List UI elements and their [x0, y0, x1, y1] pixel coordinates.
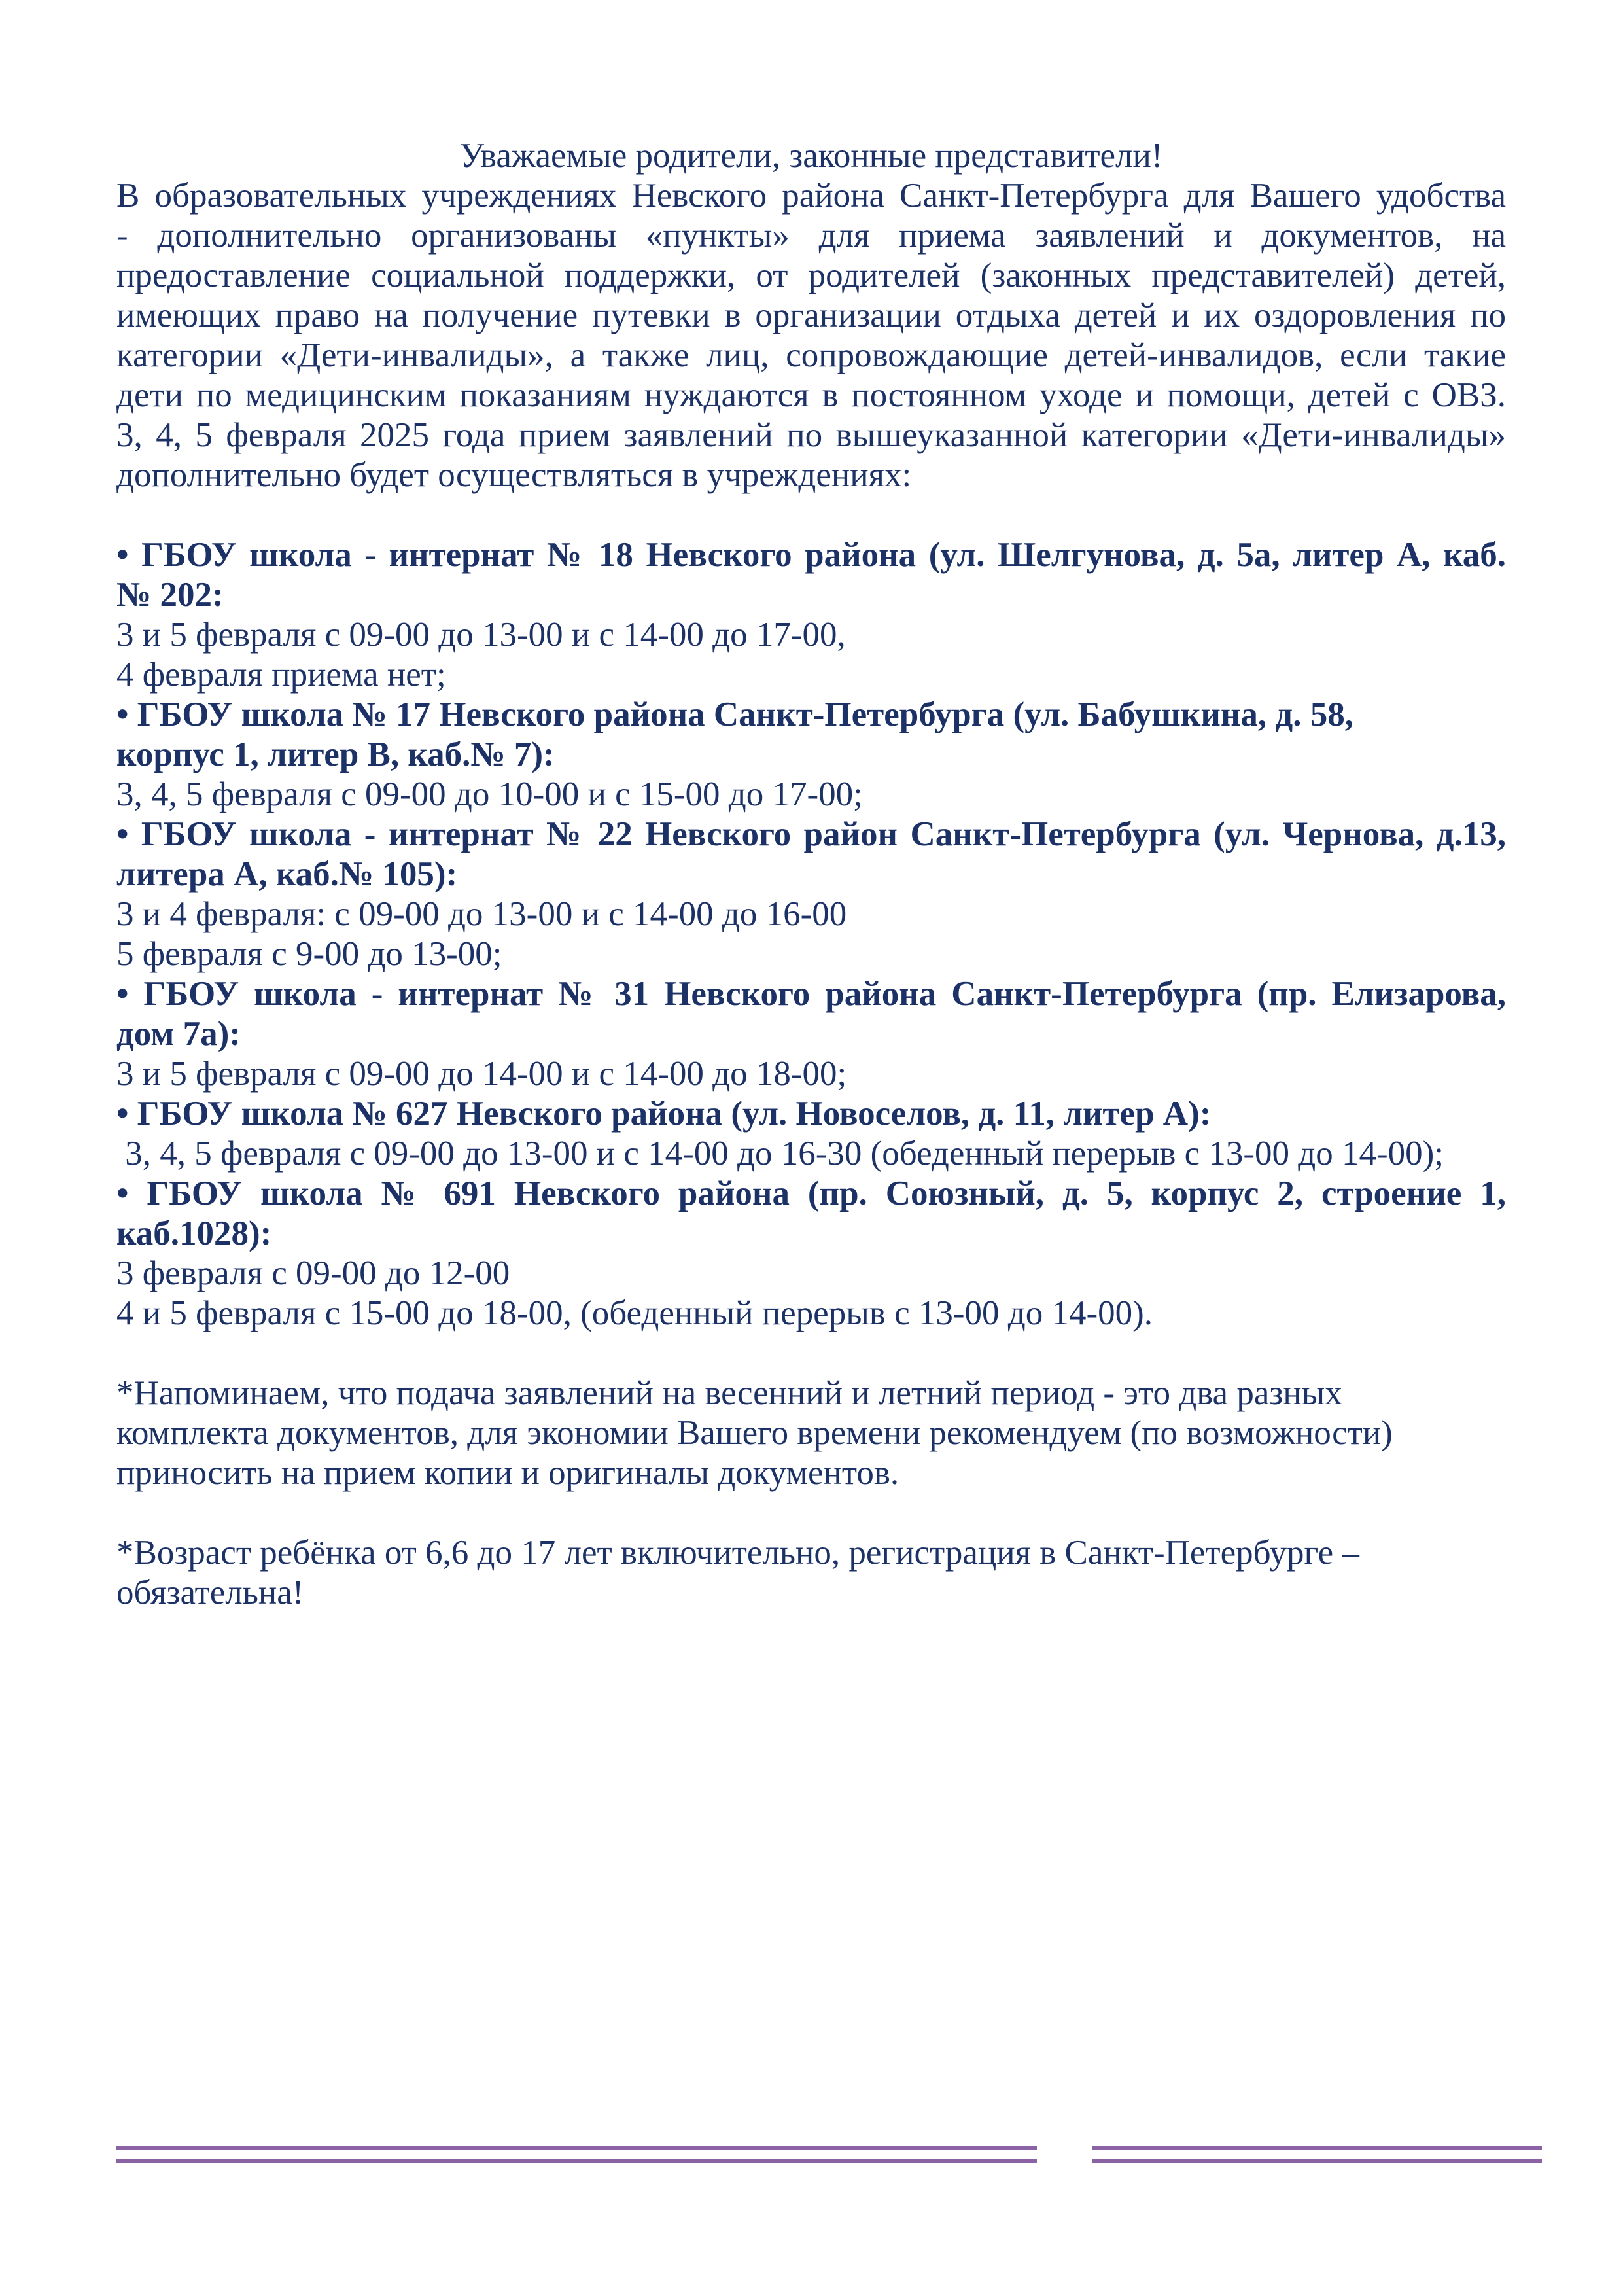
horizontal-rule — [1092, 2146, 1542, 2150]
text-line: дополнительно будет осуществляться в учреждениях: — [116, 456, 912, 494]
text-line: 4 февраля приема нет; — [116, 656, 446, 694]
horizontal-rule — [1092, 2159, 1542, 2163]
text-line: • ГБОУ школа - интернат № 31 Невского района Санкт-Петербурга (пр. Елизарова, — [116, 975, 1506, 1013]
text-line: дети по медицинским показаниям нуждаются в постоянном уходе и помощи, детей с ОВЗ. — [116, 376, 1506, 414]
text-line: литера А, каб.№ 105): — [116, 855, 458, 893]
text-line: • ГБОУ школа № 691 Невского района (пр. Союзный, д. 5, корпус 2, строение 1, — [116, 1174, 1506, 1212]
text-line: каб.1028): — [116, 1214, 272, 1252]
text-line: • ГБОУ школа - интернат № 18 Невского района (ул. Шелгунова, д. 5а, литер А, каб. — [116, 536, 1506, 574]
text-line: 3 февраля с 09-00 до 12-00 — [116, 1254, 510, 1292]
text-line: 3, 4, 5 февраля с 09-00 до 10-00 и с 15-00 до 17-00; — [116, 775, 863, 813]
text-line: • ГБОУ школа № 627 Невского района (ул. Новоселов, д. 11, литер А): — [116, 1095, 1212, 1133]
text-line: 3 и 5 февраля с 09-00 до 13-00 и с 14-00 до 17-00, — [116, 616, 846, 654]
text-line: - дополнительно организованы «пункты» для приема заявлений и документов, на — [116, 217, 1506, 255]
text-line: В образовательных учреждениях Невского района Санкт-Петербурга для Вашего удобства — [116, 177, 1506, 215]
text-line: имеющих право на получение путевки в организации отдыха детей и их оздоровления по — [116, 296, 1506, 334]
text-line: • ГБОУ школа - интернат № 22 Невского район Санкт-Петербурга (ул. Чернова, д.13, — [116, 815, 1506, 853]
text-line: обязательна! — [116, 1574, 304, 1612]
blank-line — [116, 1333, 1506, 1373]
text-line: 5 февраля с 9-00 до 13-00; — [116, 935, 502, 973]
horizontal-rule — [116, 2159, 1037, 2163]
page-title: Уважаемые родители, законные представители! — [459, 137, 1163, 175]
text-line: 4 и 5 февраля с 15-00 до 18-00, (обеденный перерыв с 13-00 до 14-00). — [116, 1294, 1153, 1332]
text-line: дом 7а): — [116, 1015, 241, 1053]
text-line: корпус 1, литер В, каб.№ 7): — [116, 735, 555, 773]
text-line: 3 и 4 февраля: с 09-00 до 13-00 и с 14-00 до 16-00 — [116, 895, 847, 933]
horizontal-rule — [116, 2146, 1037, 2150]
document-lines — [116, 176, 1506, 1613]
text-line: № 202: — [116, 576, 224, 614]
text-line: • ГБОУ школа № 17 Невского района Санкт-Петербурга (ул. Бабушкина, д. 58, — [116, 696, 1353, 733]
text-line: *Возраст ребёнка от 6,6 до 17 лет включительно, регистрация в Санкт-Петербурге – — [116, 1534, 1359, 1572]
document-text — [116, 136, 1506, 1613]
text-line: комплекта документов, для экономии Вашего времени рекомендуем (по возможности) — [116, 1414, 1393, 1452]
text-line: приносить на прием копии и оригиналы документов. — [116, 1454, 899, 1492]
text-line: категории «Дети-инвалиды», а также лиц, сопровождающие детей-инвалидов, если такие — [116, 336, 1506, 374]
blank-line — [116, 495, 1506, 535]
text-line: 3 и 5 февраля с 09-00 до 14-00 и с 14-00 до 18-00; — [116, 1055, 847, 1093]
text-line: *Напоминаем, что подача заявлений на весенний и летний период - это два разных — [116, 1374, 1342, 1412]
footer-rule-left — [116, 2146, 1037, 2163]
footer-rules — [0, 2146, 1623, 2166]
text-line: 3, 4, 5 февраля 2025 года прием заявлений по вышеуказанной категории «Дети-инвалиды» — [116, 416, 1506, 454]
text-line: предоставление социальной поддержки, от родителей (законных представителей) детей, — [116, 256, 1506, 294]
text-line: 3, 4, 5 февраля с 09-00 до 13-00 и с 14-00 до 16-30 (обеденный перерыв с 13-00 до 14-00); — [116, 1135, 1444, 1173]
footer-rule-right — [1092, 2146, 1542, 2163]
blank-line — [116, 1493, 1506, 1533]
